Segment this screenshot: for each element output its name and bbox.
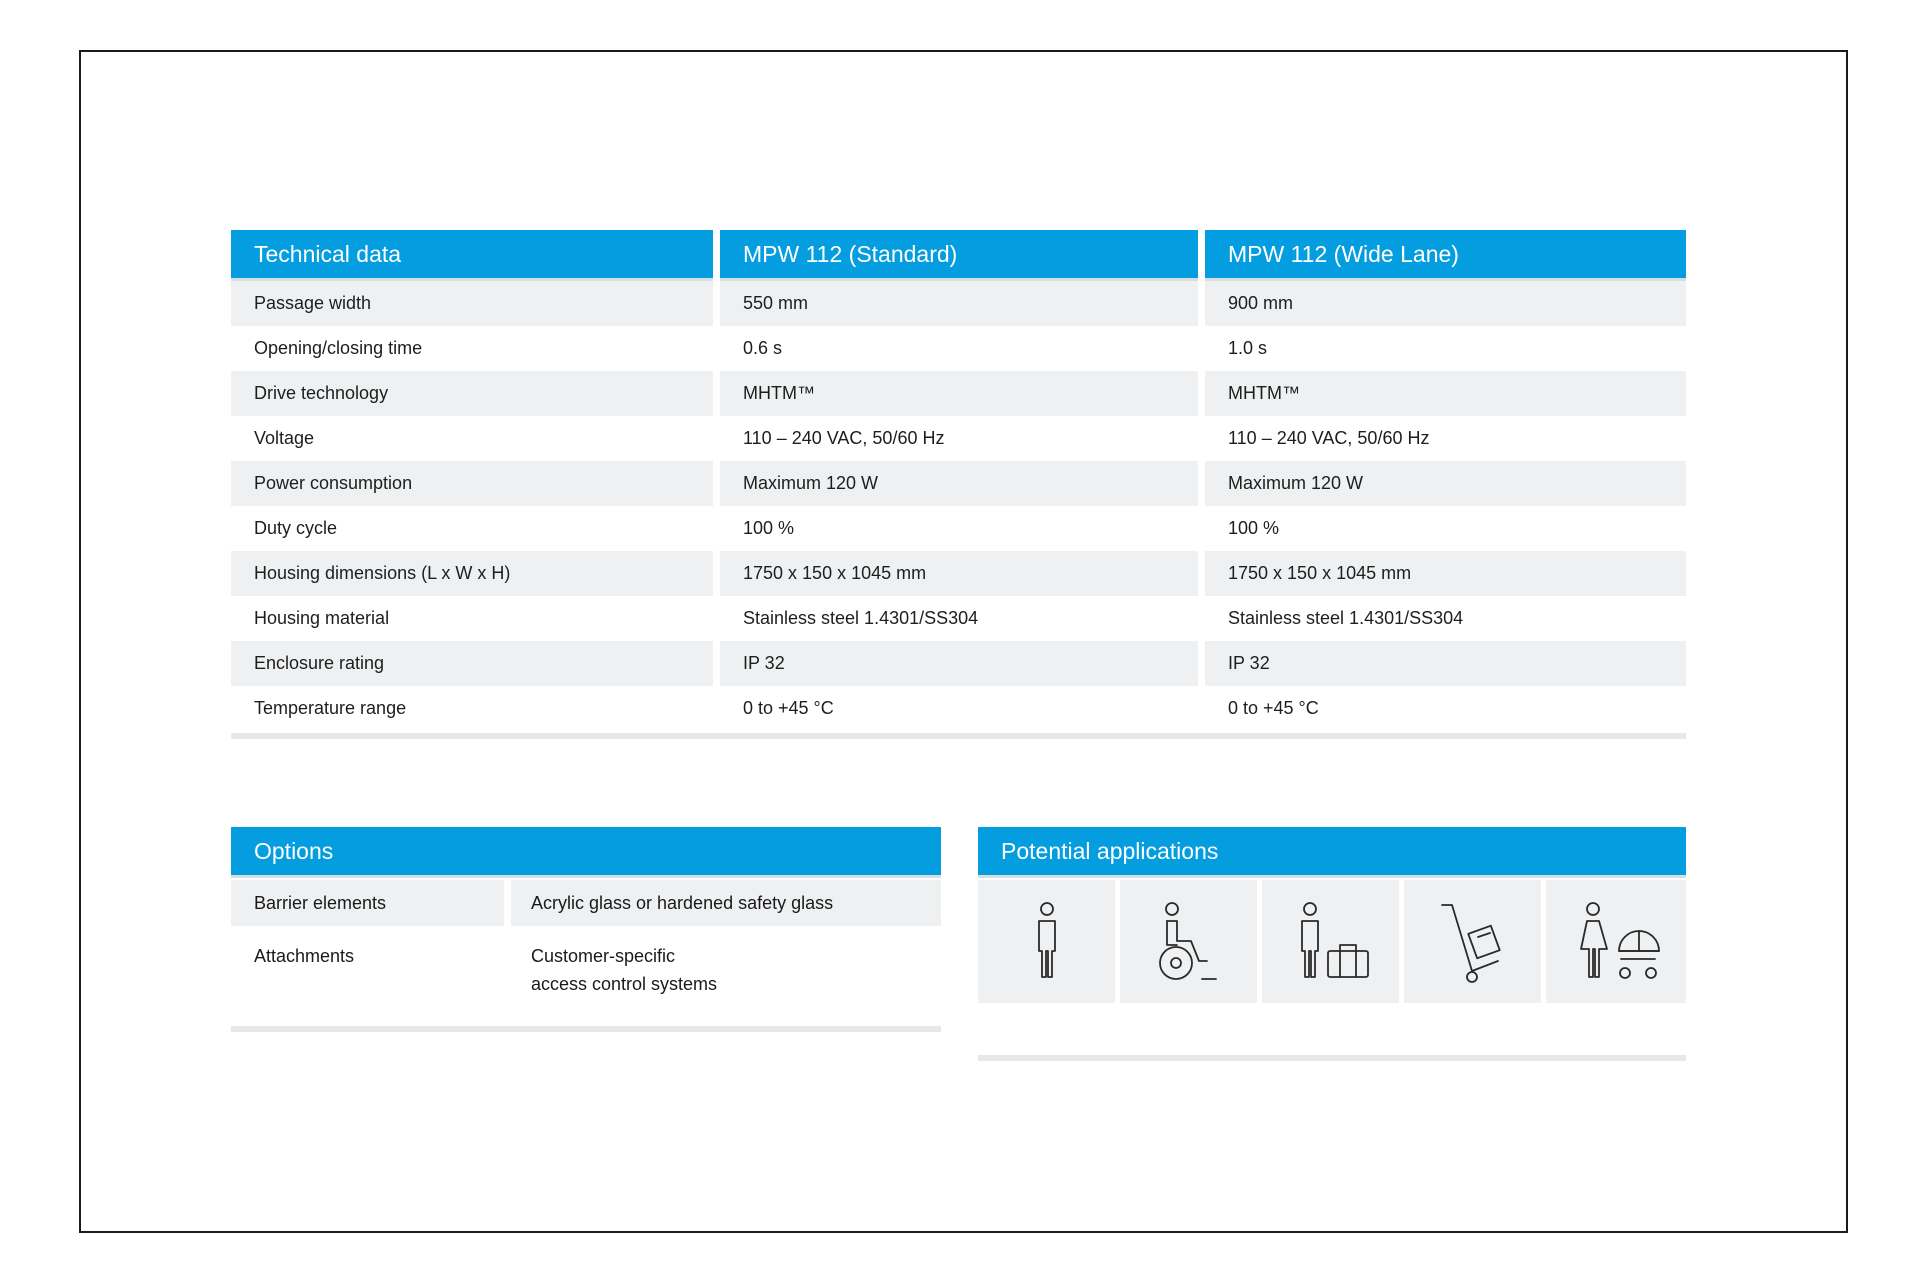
row-wide-value: 0 to +45 °C: [1228, 698, 1319, 718]
row-standard-value: 100 %: [743, 518, 795, 538]
person-with-stroller-icon: [1571, 897, 1661, 987]
table-header-row: [231, 230, 1686, 281]
row-label: Housing material: [254, 608, 390, 628]
option-value: Acrylic glass or hardened safety glass: [511, 880, 941, 926]
row-standard-value: IP 32: [720, 641, 1198, 686]
row-label: Voltage: [254, 428, 315, 448]
table-row: [231, 281, 1686, 326]
person-icon: [1002, 897, 1092, 987]
row-standard-value: 0 to +45 °C: [743, 698, 834, 718]
table-row: [231, 506, 1686, 551]
option-label: Attachments: [254, 946, 355, 966]
row-standard-value: 0.6 s: [743, 338, 783, 358]
row-wide-value: IP 32: [1205, 641, 1686, 686]
table-row: [231, 596, 1686, 641]
row-standard-value: Maximum 120 W: [720, 461, 1198, 506]
row-wide-value: 110 – 240 VAC, 50/60 Hz: [1228, 428, 1430, 448]
row-wide-value: MHTM™: [1205, 371, 1686, 416]
application-tiles: [978, 880, 1686, 1003]
table-row: [231, 461, 1686, 506]
row-label: Duty cycle: [254, 518, 338, 538]
technical-data-table: [231, 230, 1686, 739]
options-footer-divider: [231, 1026, 941, 1032]
row-wide-value: Stainless steel 1.4301/SS304: [1228, 608, 1464, 628]
hand-truck-icon: [1428, 897, 1518, 987]
row-label: Temperature range: [254, 698, 407, 718]
application-tile: [1262, 880, 1399, 1003]
header-standard: MPW 112 (Standard): [720, 230, 1198, 281]
row-wide-value: 100 %: [1228, 518, 1280, 538]
table-row: [231, 416, 1686, 461]
table-row: [231, 326, 1686, 371]
options-section: [231, 827, 941, 1032]
application-tile: [978, 880, 1115, 1003]
row-standard-value: MHTM™: [720, 371, 1198, 416]
person-with-luggage-icon: [1286, 897, 1376, 987]
wheelchair-icon: [1144, 897, 1234, 987]
option-value-line: Customer-specific: [531, 946, 676, 966]
table-row: [231, 371, 1686, 416]
row-label: Opening/closing time: [254, 338, 423, 358]
table-row: [231, 686, 1686, 731]
row-label: Enclosure rating: [231, 641, 713, 686]
row-label: Power consumption: [231, 461, 713, 506]
option-label: Barrier elements: [231, 880, 504, 926]
application-tile: [1404, 880, 1541, 1003]
row-wide-value: 900 mm: [1205, 281, 1686, 326]
applications-section: [978, 827, 1686, 1061]
table-row: [231, 641, 1686, 686]
application-tile: [1546, 880, 1686, 1003]
row-wide-value: Maximum 120 W: [1205, 461, 1686, 506]
row-label: Drive technology: [231, 371, 713, 416]
row-standard-value: 110 – 240 VAC, 50/60 Hz: [743, 428, 945, 448]
applications-title: Potential applications: [978, 827, 1686, 878]
row-standard-value: 550 mm: [720, 281, 1198, 326]
row-standard-value: 1750 x 150 x 1045 mm: [720, 551, 1198, 596]
row-wide-value: 1.0 s: [1228, 338, 1268, 358]
option-value-line: access control systems: [531, 974, 718, 994]
header-wide-lane: MPW 112 (Wide Lane): [1205, 230, 1686, 281]
row-wide-value: 1750 x 150 x 1045 mm: [1205, 551, 1686, 596]
row-label: Housing dimensions (L x W x H): [231, 551, 713, 596]
table-row: [231, 551, 1686, 596]
row-label: Passage width: [231, 281, 713, 326]
options-title: Options: [231, 827, 941, 878]
option-value: [511, 942, 941, 1026]
option-row: [231, 926, 941, 1026]
table-footer-divider: [231, 733, 1686, 739]
applications-footer-divider: [978, 1055, 1686, 1061]
option-row: [231, 880, 941, 926]
header-technical-data: Technical data: [231, 230, 713, 281]
application-tile: [1120, 880, 1257, 1003]
row-standard-value: Stainless steel 1.4301/SS304: [743, 608, 979, 628]
